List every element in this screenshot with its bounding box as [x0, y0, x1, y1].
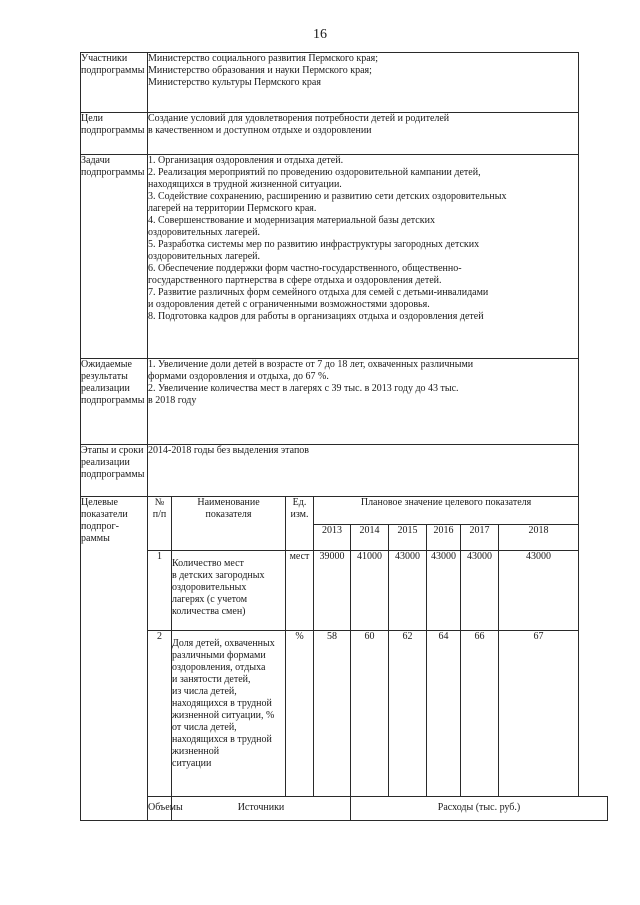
indicator-value-2014: 60: [351, 631, 389, 797]
participants-text: Министерство социального развития Пермского края; Министерство образования и науки Пермского края; Министерство культуры Пермского края: [148, 53, 579, 113]
year-2014: 2014: [351, 525, 389, 551]
indicator-value-2017: 66: [461, 631, 499, 797]
results-text: 1. Увеличение доли детей в возрасте от 7 до 18 лет, охваченных различными формами оздоровления и отдыха, до 67 %. 2. Увеличение количества мест в лагерях с 39 тыс. в 2013 году до 43 тыс. в 2018 году: [148, 359, 579, 445]
indicator-name: Количество мест в детских загородных оздоровительных лагерях (с учетом количества смен): [172, 551, 286, 631]
volumes-label: Объемы: [148, 797, 172, 821]
volumes-row: [81, 797, 608, 821]
page-number: 16: [313, 27, 327, 42]
col-plan-header: Плановое значение целевого показателя: [314, 497, 579, 525]
indicator-value-2017: 43000: [461, 551, 499, 631]
tasks-row: [81, 155, 608, 359]
indicator-row: [81, 551, 608, 631]
indicator-value-2016: 43000: [427, 551, 461, 631]
indicator-row: [81, 631, 608, 797]
results-label: Ожидаемые результаты реализации подпрограммы: [81, 359, 148, 445]
stages-text: 2014-2018 годы без выделения этапов: [148, 445, 579, 497]
tasks-text: 1. Организация оздоровления и отдыха детей. 2. Реализация мероприятий по проведению оздоровительной кампании детей, находящихся в трудной жизненной ситуации. 3. Содействие сохранению, расширению и развитию сети детских оздоровительных лагерей на территории Пермского края. 4. Совершенствование и модернизация материальной базы детских оздоровительных лагерей. 5. Разработка системы мер по развитию инфраструктуры загородных детских оздоровительных лагерей. 6. Обеспечение поддержки форм частно-государственного, общественно- государственного партнерства в сфере отдыха и оздоровления детей. 7. Развитие различных форм семейного отдыха для семей с детьми-инвалидами и оздоровления детей с ограниченными возможностями здоровья. 8. Подготовка кадров для работы в организациях отдыха и оздоровления детей: [148, 155, 579, 359]
indicator-value-2015: 43000: [389, 551, 427, 631]
goals-row: [81, 113, 608, 155]
col-unit-header: Ед. изм.: [286, 497, 314, 551]
subprogram-passport-table: [80, 52, 608, 821]
indicator-unit: %: [286, 631, 314, 797]
sources-header: Источники: [172, 797, 351, 821]
year-2016: 2016: [427, 525, 461, 551]
year-2018: 2018: [499, 525, 579, 551]
indicator-unit: мест: [286, 551, 314, 631]
participants-label: Участники подпрограммы: [81, 53, 148, 113]
col-number-header: № п/п: [148, 497, 172, 551]
indicator-value-2015: 62: [389, 631, 427, 797]
indicator-value-2013: 58: [314, 631, 351, 797]
indicator-value-2018: 67: [499, 631, 579, 797]
year-2013: 2013: [314, 525, 351, 551]
indicators-header-row: [81, 497, 608, 525]
expenses-header: Расходы (тыс. руб.): [351, 797, 608, 821]
indicator-number: 1: [148, 551, 172, 631]
results-row: [81, 359, 608, 445]
stages-label: Этапы и сроки реализации подпрограммы: [81, 445, 148, 497]
year-2015: 2015: [389, 525, 427, 551]
indicator-value-2014: 41000: [351, 551, 389, 631]
tasks-label: Задачи подпрограммы: [81, 155, 148, 359]
col-name-header: Наименование показателя: [172, 497, 286, 551]
indicator-value-2013: 39000: [314, 551, 351, 631]
indicator-value-2018: 43000: [499, 551, 579, 631]
indicator-value-2016: 64: [427, 631, 461, 797]
participants-row: [81, 53, 608, 113]
year-2017: 2017: [461, 525, 499, 551]
indicator-number: 2: [148, 631, 172, 797]
stages-row: [81, 445, 608, 497]
goals-text: Создание условий для удовлетворения потребности детей и родителей в качественном и доступном отдыхе и оздоровлении: [148, 113, 579, 155]
indicators-label: Целевые показатели подпрог- раммы: [81, 497, 148, 821]
indicator-name: Доля детей, охваченных различными формами оздоровления, отдыха и занятости детей, из числа детей, находящихся в трудной жизненной ситуации, % от числа детей, находящихся в трудной жизненной ситуации: [172, 631, 286, 797]
goals-label: Цели подпрограммы: [81, 113, 148, 155]
